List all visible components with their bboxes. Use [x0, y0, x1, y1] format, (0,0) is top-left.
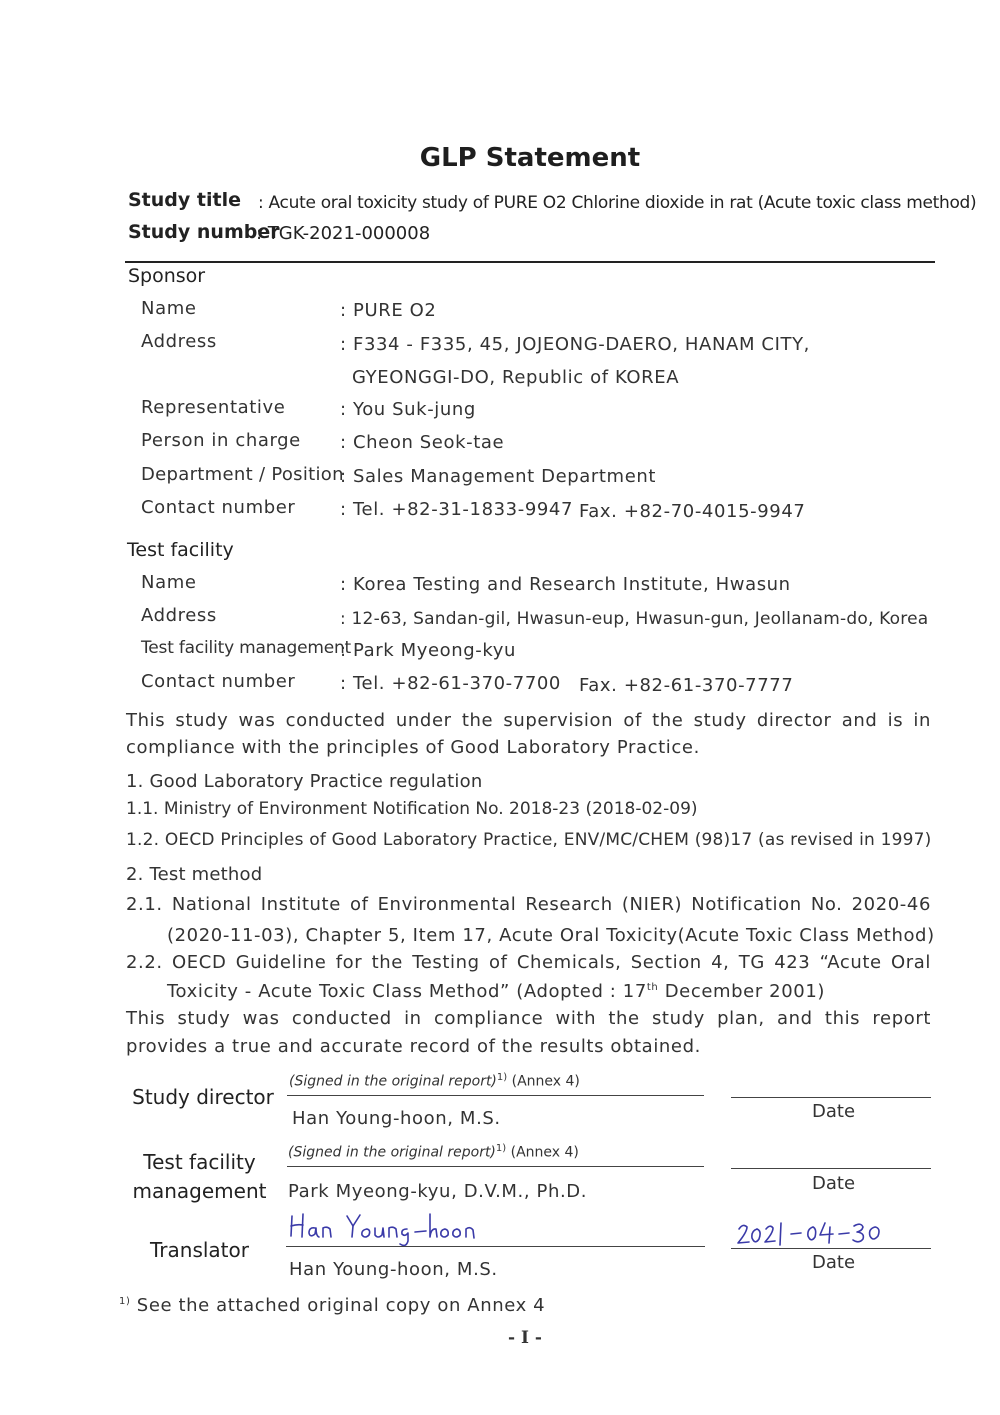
page-title: GLP Statement: [419, 143, 641, 173]
translator-name: Han Young-hoon, M.S.: [289, 1259, 498, 1280]
study-director-date-line: [731, 1097, 931, 1098]
facility-heading: Test facility: [127, 539, 234, 561]
facility-contact-label: Contact number: [141, 671, 296, 692]
facility-management-value: : Park Myeong-kyu: [340, 640, 517, 661]
footnote: $^{1)}$ See the attached original copy on Annex 4: [119, 1295, 546, 1316]
sponsor-name-value: : PURE O2: [340, 300, 437, 321]
test-method-item-2-1-line2: (2020-11-03), Chapter 5, Item 17, Acute Oral Toxicity(Acute Toxic Class Method): [167, 925, 935, 946]
translator-label: Translator: [150, 1238, 249, 1262]
sponsor-person-value: : Cheon Seok-tae: [340, 432, 505, 453]
sponsor-contact-label: Contact number: [141, 497, 296, 518]
sponsor-address-label: Address: [141, 331, 217, 352]
glp-regulation-item: 1. Good Laboratory Practice regulation: [126, 771, 483, 792]
sponsor-department-value: : Sales Management Department: [340, 466, 657, 487]
study-director-label: Study director: [132, 1085, 274, 1109]
study-title-label: Study title: [128, 189, 241, 211]
translator-handwritten-date: [733, 1215, 893, 1249]
study-number-label: Study number: [128, 221, 280, 243]
compliance-paragraph-line1: This study was conducted under the supervision of the study director and is in: [126, 710, 931, 731]
facility-management-signed-note: (Signed in the original report)$^{1)}$ (Annex 4): [288, 1143, 579, 1161]
facility-name-label: Name: [141, 572, 197, 593]
test-method-item: 2. Test method: [126, 864, 263, 885]
sponsor-name-label: Name: [141, 298, 197, 319]
facility-management-date-label: Date: [812, 1173, 856, 1194]
plan-compliance-line2: provides a true and accurate record of the results obtained.: [126, 1036, 701, 1057]
test-method-item-2-2-line2: Toxicity - Acute Toxic Class Method” (Adopted : 17th December 2001): [167, 981, 825, 1002]
facility-management-name: Park Myeong-kyu, D.V.M., Ph.D.: [288, 1181, 588, 1202]
facility-address-value: : 12-63, Sandan-gil, Hwasun-eup, Hwasun-gun, Jeollanam-do, Korea: [340, 609, 929, 629]
facility-management-signature-line: [287, 1166, 704, 1167]
sponsor-representative-label: Representative: [141, 397, 286, 418]
study-number-value: : TGK-2021-000008: [256, 223, 431, 244]
sponsor-department-label: Department / Position: [141, 464, 344, 485]
facility-management-role-line1: Test facility: [143, 1150, 256, 1174]
facility-fax-value: Fax. +82-61-370-7777: [579, 675, 794, 696]
study-director-signature-line: [287, 1095, 704, 1096]
sponsor-address-line1: : F334 - F335, 45, JOJEONG-DAERO, HANAM CITY,: [340, 334, 810, 355]
study-director-signed-note: (Signed in the original report)$^{1)}$ (Annex 4): [289, 1072, 580, 1090]
sponsor-address-line2: GYEONGGI-DO, Republic of KOREA: [352, 367, 680, 388]
header-divider: [125, 261, 935, 263]
study-director-name: Han Young-hoon, M.S.: [292, 1108, 501, 1129]
facility-name-value: : Korea Testing and Research Institute, Hwasun: [340, 574, 791, 595]
glp-regulation-item-1-1: 1.1. Ministry of Environment Notification No. 2018-23 (2018-02-09): [126, 799, 698, 819]
sponsor-tel-value: : Tel. +82-31-1833-9947: [340, 499, 574, 520]
study-director-date-label: Date: [812, 1101, 856, 1122]
facility-management-date-line: [731, 1168, 931, 1169]
facility-tel-value: : Tel. +82-61-370-7700: [340, 673, 561, 694]
plan-compliance-line1: This study was conducted in compliance with the study plan, and this report: [126, 1008, 931, 1029]
study-title-value: : Acute oral toxicity study of PURE O2 Chlorine dioxide in rat (Acute toxic class method): [258, 193, 977, 213]
translator-signature: [287, 1208, 487, 1250]
facility-address-label: Address: [141, 605, 217, 626]
translator-signature-line: [286, 1246, 705, 1247]
translator-date-line: [731, 1248, 931, 1249]
facility-management-label: Test facility management: [141, 638, 352, 658]
glp-regulation-item-1-2: 1.2. OECD Principles of Good Laboratory Practice, ENV/MC/CHEM (98)17 (as revised in 1997): [126, 830, 932, 850]
translator-date-label: Date: [812, 1252, 856, 1273]
test-method-item-2-2-line1: 2.2. OECD Guideline for the Testing of Chemicals, Section 4, TG 423 “Acute Oral: [126, 952, 931, 973]
sponsor-representative-value: : You Suk-jung: [340, 399, 476, 420]
compliance-paragraph-line2: compliance with the principles of Good Laboratory Practice.: [126, 737, 700, 758]
page-number: - I -: [508, 1328, 542, 1348]
sponsor-heading: Sponsor: [128, 265, 206, 287]
test-method-item-2-1-line1: 2.1. National Institute of Environmental Research (NIER) Notification No. 2020-46: [126, 894, 931, 915]
sponsor-person-label: Person in charge: [141, 430, 301, 451]
sponsor-fax-value: Fax. +82-70-4015-9947: [579, 501, 806, 522]
facility-management-role-line2: management: [132, 1179, 267, 1203]
